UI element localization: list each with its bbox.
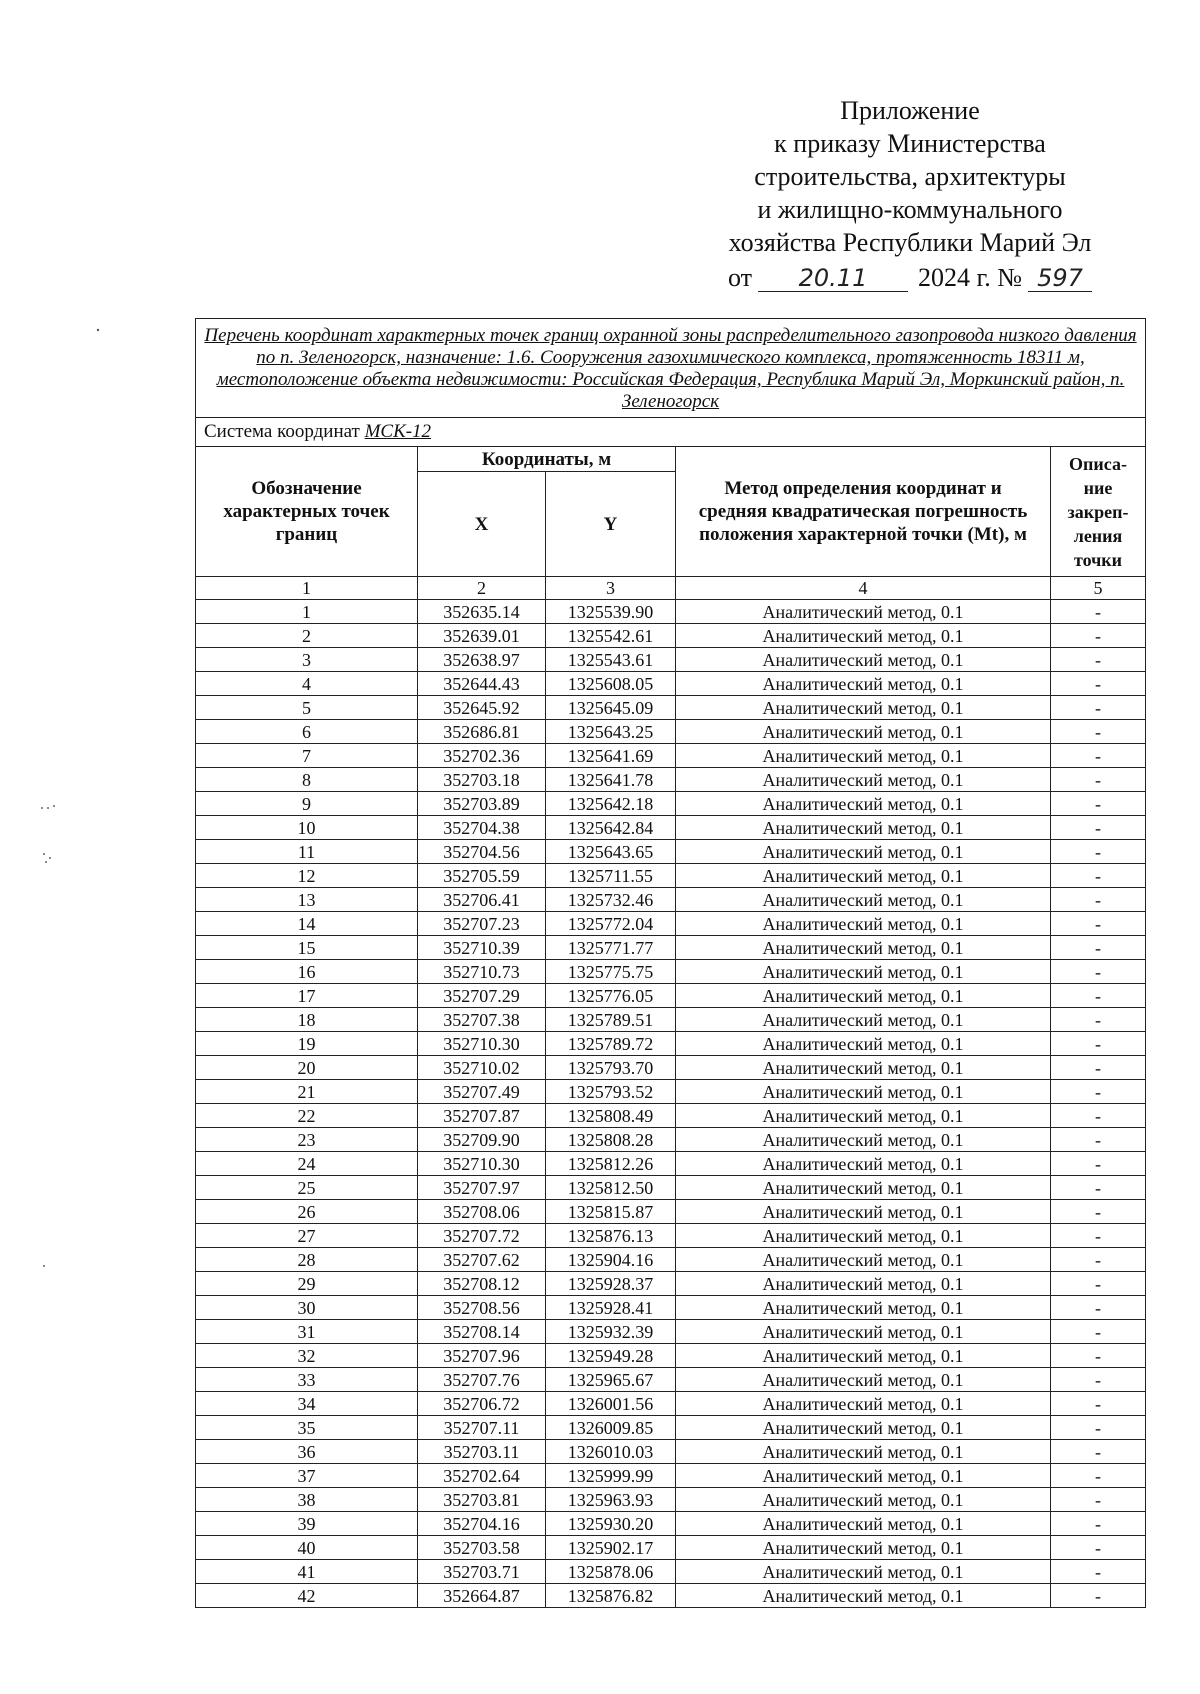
method: Аналитический метод, 0.1 <box>676 1536 1051 1560</box>
table-row <box>196 984 1146 1008</box>
fixing-description: - <box>1051 1512 1146 1536</box>
coord-y: 1326001.56 <box>546 1392 676 1416</box>
table-row <box>196 1176 1146 1200</box>
point-number: 25 <box>196 1176 418 1200</box>
point-number: 9 <box>196 792 418 816</box>
method: Аналитический метод, 0.1 <box>676 888 1051 912</box>
approval-line: и жилищно-коммунального <box>757 195 1063 224</box>
coord-x: 352707.76 <box>418 1368 546 1392</box>
fixing-description: - <box>1051 1488 1146 1512</box>
handwritten-date: 20.11 <box>758 265 908 292</box>
method: Аналитический метод, 0.1 <box>676 672 1051 696</box>
point-number: 28 <box>196 1248 418 1272</box>
table-row <box>196 624 1146 648</box>
table-row <box>196 1080 1146 1104</box>
point-number: 8 <box>196 768 418 792</box>
header-description: Описа-ние закреп-ления точки <box>1051 447 1146 577</box>
coord-x: 352664.87 <box>418 1584 546 1608</box>
method: Аналитический метод, 0.1 <box>676 1296 1051 1320</box>
method: Аналитический метод, 0.1 <box>676 1320 1051 1344</box>
method: Аналитический метод, 0.1 <box>676 1584 1051 1608</box>
table-row <box>196 936 1146 960</box>
coord-x: 352707.29 <box>418 984 546 1008</box>
coord-x: 352638.97 <box>418 648 546 672</box>
coord-x: 352707.97 <box>418 1176 546 1200</box>
table-row <box>196 1440 1146 1464</box>
coord-x: 352708.14 <box>418 1320 546 1344</box>
approval-line: Приложение <box>840 96 980 125</box>
table-row <box>196 1032 1146 1056</box>
point-number: 5 <box>196 696 418 720</box>
table-row <box>196 1416 1146 1440</box>
method: Аналитический метод, 0.1 <box>676 1560 1051 1584</box>
table-row <box>196 1128 1146 1152</box>
table-row <box>196 600 1146 624</box>
method: Аналитический метод, 0.1 <box>676 1416 1051 1440</box>
point-number: 11 <box>196 840 418 864</box>
method: Аналитический метод, 0.1 <box>676 840 1051 864</box>
fixing-description: - <box>1051 960 1146 984</box>
coord-x: 352704.56 <box>418 840 546 864</box>
point-number: 21 <box>196 1080 418 1104</box>
table-row <box>196 912 1146 936</box>
point-number: 22 <box>196 1104 418 1128</box>
fixing-description: - <box>1051 936 1146 960</box>
coord-y: 1325641.78 <box>546 768 676 792</box>
coord-y: 1325772.04 <box>546 912 676 936</box>
order-date-line <box>700 261 1120 294</box>
coord-x: 352707.72 <box>418 1224 546 1248</box>
header-x: X <box>418 472 546 577</box>
coord-x: 352703.81 <box>418 1488 546 1512</box>
fixing-description: - <box>1051 1536 1146 1560</box>
table-row <box>196 840 1146 864</box>
table-row <box>196 864 1146 888</box>
point-number: 36 <box>196 1440 418 1464</box>
fixing-description: - <box>1051 1200 1146 1224</box>
point-number: 30 <box>196 1296 418 1320</box>
method: Аналитический метод, 0.1 <box>676 936 1051 960</box>
fixing-description: - <box>1051 624 1146 648</box>
coord-x: 352710.30 <box>418 1032 546 1056</box>
coord-x: 352703.71 <box>418 1560 546 1584</box>
point-number: 26 <box>196 1200 418 1224</box>
coord-x: 352703.18 <box>418 768 546 792</box>
coord-y: 1325904.16 <box>546 1248 676 1272</box>
point-number: 31 <box>196 1320 418 1344</box>
fixing-description: - <box>1051 1176 1146 1200</box>
coord-x: 352710.39 <box>418 936 546 960</box>
method: Аналитический метод, 0.1 <box>676 984 1051 1008</box>
coord-y: 1325808.28 <box>546 1128 676 1152</box>
fixing-description: - <box>1051 1152 1146 1176</box>
point-number: 37 <box>196 1464 418 1488</box>
fixing-description: - <box>1051 1080 1146 1104</box>
coord-y: 1325542.61 <box>546 624 676 648</box>
method: Аналитический метод, 0.1 <box>676 1080 1051 1104</box>
method: Аналитический метод, 0.1 <box>676 912 1051 936</box>
point-number: 2 <box>196 624 418 648</box>
method: Аналитический метод, 0.1 <box>676 1512 1051 1536</box>
point-number: 19 <box>196 1032 418 1056</box>
fixing-description: - <box>1051 1272 1146 1296</box>
method: Аналитический метод, 0.1 <box>676 1176 1051 1200</box>
coord-y: 1325902.17 <box>546 1536 676 1560</box>
point-number: 32 <box>196 1344 418 1368</box>
table-row <box>196 1536 1146 1560</box>
fixing-description: - <box>1051 1392 1146 1416</box>
point-number: 7 <box>196 744 418 768</box>
coordinate-system-label: Система координат <box>204 421 360 442</box>
column-number: 1 <box>196 577 418 600</box>
table-row <box>196 1488 1146 1512</box>
coord-y: 1325543.61 <box>546 648 676 672</box>
coord-y: 1325608.05 <box>546 672 676 696</box>
column-number: 3 <box>546 577 676 600</box>
method: Аналитический метод, 0.1 <box>676 768 1051 792</box>
method: Аналитический метод, 0.1 <box>676 1392 1051 1416</box>
table-row <box>196 1320 1146 1344</box>
point-number: 18 <box>196 1008 418 1032</box>
approval-line: хозяйства Республики Марий Эл <box>728 228 1092 257</box>
table-row <box>196 960 1146 984</box>
approval-block <box>700 94 1120 294</box>
method: Аналитический метод, 0.1 <box>676 744 1051 768</box>
table-row <box>196 1056 1146 1080</box>
method: Аналитический метод, 0.1 <box>676 1368 1051 1392</box>
point-number: 41 <box>196 1560 418 1584</box>
coord-x: 352703.58 <box>418 1536 546 1560</box>
fixing-description: - <box>1051 1032 1146 1056</box>
fixing-description: - <box>1051 840 1146 864</box>
fixing-description: - <box>1051 792 1146 816</box>
table-row <box>196 768 1146 792</box>
table-row <box>196 744 1146 768</box>
point-number: 4 <box>196 672 418 696</box>
coord-x: 352702.64 <box>418 1464 546 1488</box>
point-number: 6 <box>196 720 418 744</box>
fixing-description: - <box>1051 1056 1146 1080</box>
column-number: 4 <box>676 577 1051 600</box>
coord-y: 1325932.39 <box>546 1320 676 1344</box>
coordinate-system-row <box>196 418 1146 447</box>
method: Аналитический метод, 0.1 <box>676 1008 1051 1032</box>
method: Аналитический метод, 0.1 <box>676 1200 1051 1224</box>
fixing-description: - <box>1051 768 1146 792</box>
approval-line: к приказу Министерства <box>774 129 1046 158</box>
coord-x: 352709.90 <box>418 1128 546 1152</box>
fixing-description: - <box>1051 1296 1146 1320</box>
table-row <box>196 1296 1146 1320</box>
header-method: Метод определения координат и средняя квадратическая погрешность положения характерной точки (Mt), м <box>676 447 1051 577</box>
table-row <box>196 1272 1146 1296</box>
method: Аналитический метод, 0.1 <box>676 696 1051 720</box>
table-row <box>196 1104 1146 1128</box>
table-row <box>196 1392 1146 1416</box>
coord-x: 352639.01 <box>418 624 546 648</box>
coord-x: 352706.41 <box>418 888 546 912</box>
coord-x: 352644.43 <box>418 672 546 696</box>
fixing-description: - <box>1051 1584 1146 1608</box>
coord-y: 1325812.50 <box>546 1176 676 1200</box>
coord-y: 1325928.37 <box>546 1272 676 1296</box>
method: Аналитический метод, 0.1 <box>676 648 1051 672</box>
fixing-description: - <box>1051 1416 1146 1440</box>
table-row <box>196 1008 1146 1032</box>
coord-x: 352702.36 <box>418 744 546 768</box>
coord-x: 352707.49 <box>418 1080 546 1104</box>
header-coordinates: Координаты, м <box>418 447 676 472</box>
column-number: 5 <box>1051 577 1146 600</box>
point-number: 24 <box>196 1152 418 1176</box>
fixing-description: - <box>1051 1368 1146 1392</box>
coord-x: 352703.11 <box>418 1440 546 1464</box>
table-row <box>196 1464 1146 1488</box>
coord-y: 1325711.55 <box>546 864 676 888</box>
coordinates-table <box>195 318 1146 1608</box>
fixing-description: - <box>1051 912 1146 936</box>
table-row <box>196 1152 1146 1176</box>
point-number: 40 <box>196 1536 418 1560</box>
method: Аналитический метод, 0.1 <box>676 624 1051 648</box>
fixing-description: - <box>1051 1104 1146 1128</box>
method: Аналитический метод, 0.1 <box>676 1464 1051 1488</box>
point-number: 35 <box>196 1416 418 1440</box>
coord-y: 1325732.46 <box>546 888 676 912</box>
table-row <box>196 1560 1146 1584</box>
coord-y: 1326010.03 <box>546 1440 676 1464</box>
coord-y: 1325776.05 <box>546 984 676 1008</box>
method: Аналитический метод, 0.1 <box>676 1248 1051 1272</box>
coord-x: 352704.38 <box>418 816 546 840</box>
point-number: 29 <box>196 1272 418 1296</box>
point-number: 16 <box>196 960 418 984</box>
fixing-description: - <box>1051 1320 1146 1344</box>
coord-x: 352707.11 <box>418 1416 546 1440</box>
table-caption: Перечень координат характерных точек границ охранной зоны распределительного газопровода низкого давления по п. Зеленогорск, назначение: 1.6. Сооружения газохимического комплекса, протяженность 18311 м, местоположение объекта недвижимости: Российская Федерация, Республика Марий Эл, Моркинский район, п. Зеленогорск <box>196 319 1146 418</box>
point-number: 27 <box>196 1224 418 1248</box>
coord-y: 1325642.84 <box>546 816 676 840</box>
approval-line: строительства, архитектуры <box>754 162 1066 191</box>
method: Аналитический метод, 0.1 <box>676 720 1051 744</box>
fixing-description: - <box>1051 816 1146 840</box>
coord-x: 352706.72 <box>418 1392 546 1416</box>
point-number: 13 <box>196 888 418 912</box>
column-number: 2 <box>418 577 546 600</box>
coord-x: 352707.87 <box>418 1104 546 1128</box>
coord-y: 1325771.77 <box>546 936 676 960</box>
coord-y: 1325949.28 <box>546 1344 676 1368</box>
method: Аналитический метод, 0.1 <box>676 816 1051 840</box>
column-numbers-row <box>196 577 1146 600</box>
table-row <box>196 888 1146 912</box>
coord-x: 352710.73 <box>418 960 546 984</box>
fixing-description: - <box>1051 600 1146 624</box>
coord-y: 1325878.06 <box>546 1560 676 1584</box>
coord-x: 352635.14 <box>418 600 546 624</box>
method: Аналитический метод, 0.1 <box>676 1104 1051 1128</box>
coord-y: 1325876.13 <box>546 1224 676 1248</box>
point-number: 34 <box>196 1392 418 1416</box>
header-y: Y <box>546 472 676 577</box>
method: Аналитический метод, 0.1 <box>676 1344 1051 1368</box>
method: Аналитический метод, 0.1 <box>676 1152 1051 1176</box>
point-number: 23 <box>196 1128 418 1152</box>
point-number: 39 <box>196 1512 418 1536</box>
table-row <box>196 672 1146 696</box>
coord-y: 1325645.09 <box>546 696 676 720</box>
coord-x: 352707.96 <box>418 1344 546 1368</box>
point-number: 15 <box>196 936 418 960</box>
table-row <box>196 816 1146 840</box>
method: Аналитический метод, 0.1 <box>676 1224 1051 1248</box>
coordinate-system-name: МСК-12 <box>364 421 432 442</box>
header-point: Обозначение характерных точек границ <box>196 447 418 577</box>
handwritten-order-number: 597 <box>1028 265 1092 292</box>
coord-y: 1325789.51 <box>546 1008 676 1032</box>
fixing-description: - <box>1051 984 1146 1008</box>
fixing-description: - <box>1051 1560 1146 1584</box>
coord-y: 1325963.93 <box>546 1488 676 1512</box>
fixing-description: - <box>1051 1128 1146 1152</box>
fixing-description: - <box>1051 720 1146 744</box>
fixing-description: - <box>1051 1464 1146 1488</box>
coord-y: 1325965.67 <box>546 1368 676 1392</box>
method: Аналитический метод, 0.1 <box>676 1128 1051 1152</box>
method: Аналитический метод, 0.1 <box>676 1056 1051 1080</box>
method: Аналитический метод, 0.1 <box>676 600 1051 624</box>
coord-x: 352703.89 <box>418 792 546 816</box>
coord-x: 352710.02 <box>418 1056 546 1080</box>
method: Аналитический метод, 0.1 <box>676 792 1051 816</box>
table-row <box>196 1584 1146 1608</box>
method: Аналитический метод, 0.1 <box>676 1272 1051 1296</box>
fixing-description: - <box>1051 1248 1146 1272</box>
coord-x: 352705.59 <box>418 864 546 888</box>
point-number: 20 <box>196 1056 418 1080</box>
point-number: 3 <box>196 648 418 672</box>
method: Аналитический метод, 0.1 <box>676 1440 1051 1464</box>
method: Аналитический метод, 0.1 <box>676 1032 1051 1056</box>
coord-y: 1325815.87 <box>546 1200 676 1224</box>
coord-x: 352645.92 <box>418 696 546 720</box>
fixing-description: - <box>1051 1440 1146 1464</box>
fixing-description: - <box>1051 1344 1146 1368</box>
coord-x: 352704.16 <box>418 1512 546 1536</box>
fixing-description: - <box>1051 864 1146 888</box>
coord-y: 1325643.65 <box>546 840 676 864</box>
table-row <box>196 1344 1146 1368</box>
coord-y: 1325793.52 <box>546 1080 676 1104</box>
table-row <box>196 1224 1146 1248</box>
coord-x: 352707.38 <box>418 1008 546 1032</box>
coord-y: 1326009.85 <box>546 1416 676 1440</box>
table-row <box>196 720 1146 744</box>
coord-x: 352707.62 <box>418 1248 546 1272</box>
order-year: 2024 г. № <box>917 263 1023 292</box>
table-row <box>196 1512 1146 1536</box>
table-row <box>196 696 1146 720</box>
coord-y: 1325928.41 <box>546 1296 676 1320</box>
table-row <box>196 648 1146 672</box>
method: Аналитический метод, 0.1 <box>676 864 1051 888</box>
coord-y: 1325642.18 <box>546 792 676 816</box>
coord-y: 1325999.99 <box>546 1464 676 1488</box>
coord-y: 1325789.72 <box>546 1032 676 1056</box>
fixing-description: - <box>1051 648 1146 672</box>
coord-y: 1325876.82 <box>546 1584 676 1608</box>
point-number: 12 <box>196 864 418 888</box>
fixing-description: - <box>1051 1224 1146 1248</box>
table-row <box>196 1248 1146 1272</box>
coord-x: 352686.81 <box>418 720 546 744</box>
point-number: 14 <box>196 912 418 936</box>
coord-y: 1325775.75 <box>546 960 676 984</box>
coord-y: 1325641.69 <box>546 744 676 768</box>
point-number: 1 <box>196 600 418 624</box>
coord-x: 352710.30 <box>418 1152 546 1176</box>
table-row <box>196 1200 1146 1224</box>
point-number: 38 <box>196 1488 418 1512</box>
table-row <box>196 1368 1146 1392</box>
point-number: 17 <box>196 984 418 1008</box>
fixing-description: - <box>1051 888 1146 912</box>
coord-y: 1325793.70 <box>546 1056 676 1080</box>
fixing-description: - <box>1051 1008 1146 1032</box>
date-prefix: от <box>727 263 752 292</box>
fixing-description: - <box>1051 744 1146 768</box>
method: Аналитический метод, 0.1 <box>676 960 1051 984</box>
table-row <box>196 792 1146 816</box>
coord-y: 1325643.25 <box>546 720 676 744</box>
coord-x: 352707.23 <box>418 912 546 936</box>
fixing-description: - <box>1051 672 1146 696</box>
fixing-description: - <box>1051 696 1146 720</box>
coord-y: 1325808.49 <box>546 1104 676 1128</box>
coord-x: 352708.12 <box>418 1272 546 1296</box>
coord-y: 1325812.26 <box>546 1152 676 1176</box>
coord-y: 1325930.20 <box>546 1512 676 1536</box>
coord-x: 352708.56 <box>418 1296 546 1320</box>
coord-y: 1325539.90 <box>546 600 676 624</box>
method: Аналитический метод, 0.1 <box>676 1488 1051 1512</box>
coord-x: 352708.06 <box>418 1200 546 1224</box>
point-number: 10 <box>196 816 418 840</box>
point-number: 33 <box>196 1368 418 1392</box>
point-number: 42 <box>196 1584 418 1608</box>
